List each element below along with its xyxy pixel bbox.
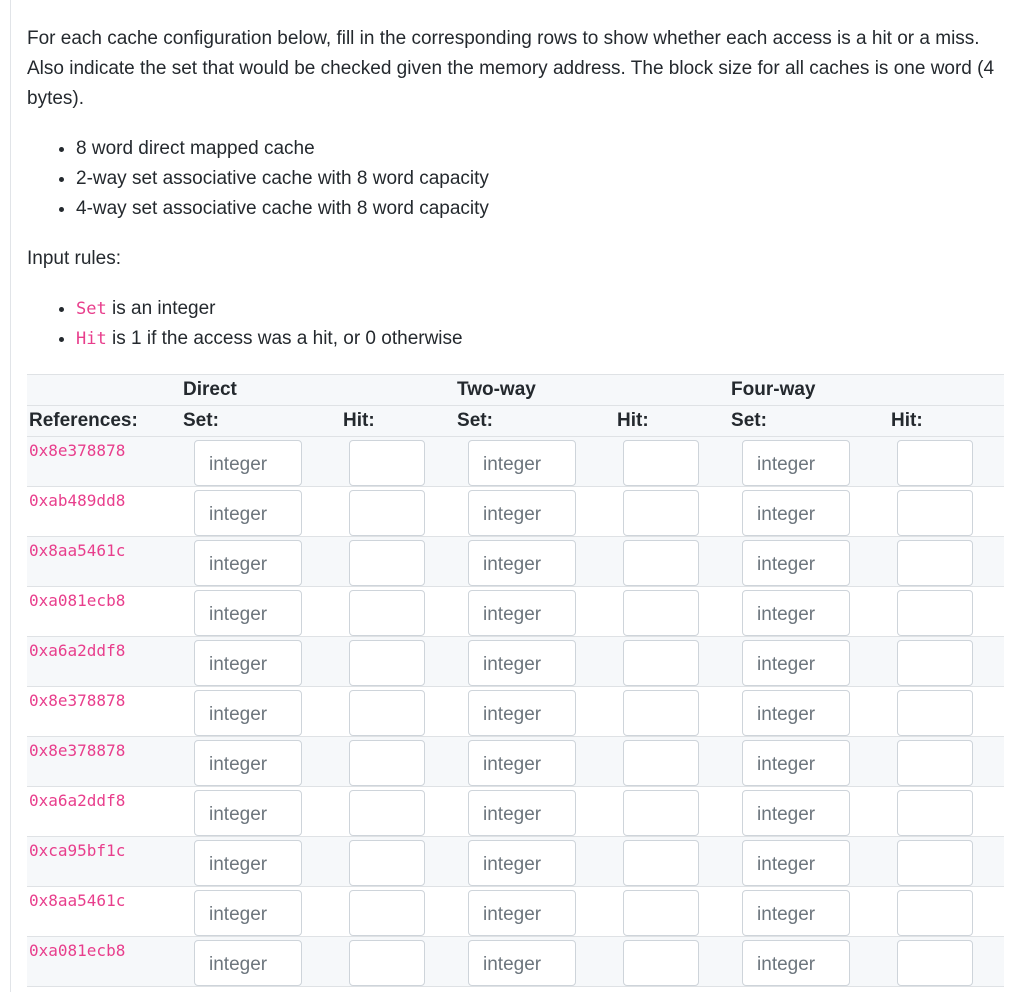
direct-hit-input[interactable]: [349, 490, 425, 536]
two-way-set-cell: [455, 537, 615, 587]
two-way-set-cell: [455, 887, 615, 937]
four-way-hit-input[interactable]: [897, 540, 973, 586]
two-way-hit-cell: [615, 937, 729, 987]
two-way-set-input[interactable]: integer: [468, 840, 576, 886]
reference-address: 0xab489dd8: [27, 487, 181, 537]
reference-address: 0xa6a2ddf8: [27, 787, 181, 837]
four-way-set-cell: [729, 587, 889, 637]
direct-hit-cell: [341, 887, 455, 937]
four-way-set-cell: [729, 637, 889, 687]
direct-hit-input[interactable]: [349, 690, 425, 736]
two-way-set-input[interactable]: integer: [468, 890, 576, 936]
direct-set-input[interactable]: integer: [194, 490, 302, 536]
four-way-hit-cell: [889, 837, 1004, 887]
direct-hit-input[interactable]: [349, 540, 425, 586]
direct-hit-input[interactable]: [349, 840, 425, 886]
four-way-hit-cell: [889, 737, 1004, 787]
two-way-hit-input[interactable]: [623, 940, 699, 986]
four-way-hit-cell: [889, 537, 1004, 587]
four-way-hit-cell: [889, 937, 1004, 987]
column-header-four-way-set: Set:: [729, 406, 889, 437]
two-way-set-cell: [455, 737, 615, 787]
four-way-set-input[interactable]: integer: [742, 640, 850, 686]
rule-item-hit: [76, 324, 1007, 354]
four-way-hit-cell: [889, 437, 1004, 487]
two-way-hit-cell: [615, 687, 729, 737]
four-way-set-cell: [729, 687, 889, 737]
direct-set-cell: [181, 787, 341, 837]
input-rules-label: Input rules:: [27, 248, 121, 269]
group-header-direct: Direct: [181, 375, 455, 406]
column-header-four-way-hit: Hit:: [889, 406, 1004, 437]
four-way-hit-input[interactable]: [897, 790, 973, 836]
direct-set-input[interactable]: integer: [194, 790, 302, 836]
direct-hit-cell: [341, 637, 455, 687]
config-item-four-way: • 4-way set associative cache with 8 word capacity: [76, 194, 1007, 224]
table-row: [27, 887, 1004, 937]
direct-set-input[interactable]: integer: [194, 740, 302, 786]
two-way-hit-input[interactable]: [623, 490, 699, 536]
two-way-hit-input[interactable]: [623, 740, 699, 786]
four-way-set-input[interactable]: integer: [742, 890, 850, 936]
direct-hit-input[interactable]: [349, 440, 425, 486]
direct-hit-cell: [341, 587, 455, 637]
direct-set-cell: [181, 937, 341, 987]
four-way-hit-input[interactable]: [897, 490, 973, 536]
direct-set-input[interactable]: integer: [194, 890, 302, 936]
four-way-hit-cell: [889, 787, 1004, 837]
group-header-four-way: Four-way: [729, 375, 1004, 406]
two-way-hit-input[interactable]: [623, 890, 699, 936]
rule-text-set: is an integer: [106, 298, 216, 319]
two-way-set-cell: [455, 487, 615, 537]
two-way-set-input[interactable]: integer: [468, 540, 576, 586]
config-item-two-way: • 2-way set associative cache with 8 word capacity: [76, 164, 1007, 194]
four-way-hit-cell: [889, 587, 1004, 637]
direct-set-input[interactable]: integer: [194, 940, 302, 986]
four-way-hit-cell: [889, 487, 1004, 537]
direct-hit-input[interactable]: [349, 590, 425, 636]
column-header-two-way-hit: Hit:: [615, 406, 729, 437]
four-way-hit-cell: [889, 637, 1004, 687]
column-header-references: References:: [27, 406, 181, 437]
direct-hit-cell: [341, 487, 455, 537]
direct-hit-input[interactable]: [349, 740, 425, 786]
cache-table: [27, 374, 1004, 987]
table-column-header-row: [27, 406, 1004, 437]
column-header-direct-hit: Hit:: [341, 406, 455, 437]
two-way-hit-cell: [615, 787, 729, 837]
table-row: [27, 787, 1004, 837]
four-way-set-cell: [729, 887, 889, 937]
four-way-hit-input[interactable]: [897, 740, 973, 786]
direct-hit-input[interactable]: [349, 640, 425, 686]
direct-hit-input[interactable]: [349, 890, 425, 936]
question-intro: For each cache configuration below, fill in the corresponding rows to show whether each access is a hit or a miss. Also indicate the set that would be checked given the memory address. The block size for all caches is one word (4 bytes).: [27, 28, 995, 109]
direct-set-input[interactable]: integer: [194, 690, 302, 736]
four-way-set-cell: [729, 937, 889, 987]
four-way-hit-input[interactable]: [897, 440, 973, 486]
direct-hit-cell: [341, 787, 455, 837]
direct-hit-cell: [341, 937, 455, 987]
direct-hit-cell: [341, 837, 455, 887]
table-body: [27, 437, 1004, 987]
two-way-hit-cell: [615, 437, 729, 487]
direct-set-input[interactable]: integer: [194, 590, 302, 636]
content-left-border: [10, 0, 11, 992]
reference-address: 0x8e378878: [27, 437, 181, 487]
two-way-hit-input[interactable]: [623, 840, 699, 886]
question-content: [27, 24, 1007, 987]
direct-set-input[interactable]: integer: [194, 540, 302, 586]
direct-set-cell: [181, 687, 341, 737]
four-way-set-input[interactable]: integer: [742, 490, 850, 536]
four-way-set-cell: [729, 837, 889, 887]
direct-hit-cell: [341, 687, 455, 737]
two-way-hit-input[interactable]: [623, 540, 699, 586]
four-way-set-input[interactable]: integer: [742, 540, 850, 586]
rule-code-hit: Hit: [76, 329, 107, 349]
four-way-set-input[interactable]: integer: [742, 690, 850, 736]
table-row: [27, 587, 1004, 637]
cache-config-list: [27, 134, 1007, 224]
input-rules-list: [27, 294, 1007, 354]
reference-address: 0x8aa5461c: [27, 537, 181, 587]
four-way-set-input[interactable]: integer: [742, 590, 850, 636]
direct-set-cell: [181, 537, 341, 587]
direct-set-cell: [181, 837, 341, 887]
column-header-direct-set: Set:: [181, 406, 341, 437]
direct-set-cell: [181, 437, 341, 487]
two-way-set-cell: [455, 687, 615, 737]
reference-address: 0xa081ecb8: [27, 937, 181, 987]
group-header-two-way: Two-way: [455, 375, 729, 406]
two-way-set-input[interactable]: integer: [468, 640, 576, 686]
rule-code-set: Set: [76, 299, 107, 319]
two-way-set-input[interactable]: integer: [468, 490, 576, 536]
table-row: [27, 687, 1004, 737]
two-way-hit-cell: [615, 537, 729, 587]
reference-address: 0x8e378878: [27, 737, 181, 787]
direct-set-cell: [181, 487, 341, 537]
direct-set-cell: [181, 887, 341, 937]
table-row: [27, 837, 1004, 887]
four-way-hit-input[interactable]: [897, 890, 973, 936]
reference-address: 0xa6a2ddf8: [27, 637, 181, 687]
rule-item-set: [76, 294, 1007, 324]
four-way-set-input[interactable]: integer: [742, 440, 850, 486]
two-way-hit-cell: [615, 587, 729, 637]
four-way-set-cell: [729, 537, 889, 587]
table-row: [27, 937, 1004, 987]
two-way-set-input[interactable]: integer: [468, 440, 576, 486]
reference-address: 0xa081ecb8: [27, 587, 181, 637]
two-way-hit-input[interactable]: [623, 790, 699, 836]
four-way-set-input[interactable]: integer: [742, 740, 850, 786]
direct-set-cell: [181, 587, 341, 637]
four-way-set-cell: [729, 787, 889, 837]
reference-address: 0x8aa5461c: [27, 887, 181, 937]
two-way-set-input[interactable]: integer: [468, 590, 576, 636]
reference-address: 0xca95bf1c: [27, 837, 181, 887]
four-way-hit-input[interactable]: [897, 840, 973, 886]
direct-set-input[interactable]: integer: [194, 640, 302, 686]
column-header-two-way-set: Set:: [455, 406, 615, 437]
table-row: [27, 487, 1004, 537]
two-way-set-input[interactable]: integer: [468, 940, 576, 986]
table-row: [27, 437, 1004, 487]
two-way-hit-cell: [615, 887, 729, 937]
two-way-hit-cell: [615, 637, 729, 687]
two-way-set-cell: [455, 637, 615, 687]
two-way-hit-cell: [615, 487, 729, 537]
four-way-set-cell: [729, 437, 889, 487]
four-way-hit-input[interactable]: [897, 690, 973, 736]
four-way-hit-input[interactable]: [897, 940, 973, 986]
two-way-set-input[interactable]: integer: [468, 740, 576, 786]
reference-address: 0x8e378878: [27, 687, 181, 737]
four-way-set-input[interactable]: integer: [742, 940, 850, 986]
four-way-set-cell: [729, 737, 889, 787]
two-way-hit-cell: [615, 737, 729, 787]
direct-hit-input[interactable]: [349, 790, 425, 836]
two-way-hit-input[interactable]: [623, 640, 699, 686]
two-way-set-cell: [455, 587, 615, 637]
four-way-hit-input[interactable]: [897, 590, 973, 636]
direct-hit-input[interactable]: [349, 940, 425, 986]
two-way-hit-input[interactable]: [623, 690, 699, 736]
table-row: [27, 737, 1004, 787]
direct-hit-cell: [341, 437, 455, 487]
direct-set-cell: [181, 737, 341, 787]
table-group-header-row: [27, 375, 1004, 406]
config-item-direct: • 8 word direct mapped cache: [76, 134, 1007, 164]
two-way-hit-cell: [615, 837, 729, 887]
four-way-set-input[interactable]: integer: [742, 840, 850, 886]
four-way-hit-cell: [889, 687, 1004, 737]
two-way-set-cell: [455, 437, 615, 487]
four-way-hit-cell: [889, 887, 1004, 937]
group-header-empty: [27, 375, 181, 406]
four-way-set-input[interactable]: integer: [742, 790, 850, 836]
two-way-set-cell: [455, 787, 615, 837]
four-way-hit-input[interactable]: [897, 640, 973, 686]
two-way-set-input[interactable]: integer: [468, 690, 576, 736]
four-way-set-cell: [729, 487, 889, 537]
direct-set-input[interactable]: integer: [194, 440, 302, 486]
direct-hit-cell: [341, 537, 455, 587]
direct-hit-cell: [341, 737, 455, 787]
direct-set-input[interactable]: integer: [194, 840, 302, 886]
two-way-hit-input[interactable]: [623, 440, 699, 486]
table-row: [27, 637, 1004, 687]
two-way-set-cell: [455, 937, 615, 987]
two-way-set-cell: [455, 837, 615, 887]
table-row: [27, 537, 1004, 587]
two-way-hit-input[interactable]: [623, 590, 699, 636]
rule-text-hit: is 1 if the access was a hit, or 0 otherwise: [106, 328, 463, 349]
direct-set-cell: [181, 637, 341, 687]
two-way-set-input[interactable]: integer: [468, 790, 576, 836]
